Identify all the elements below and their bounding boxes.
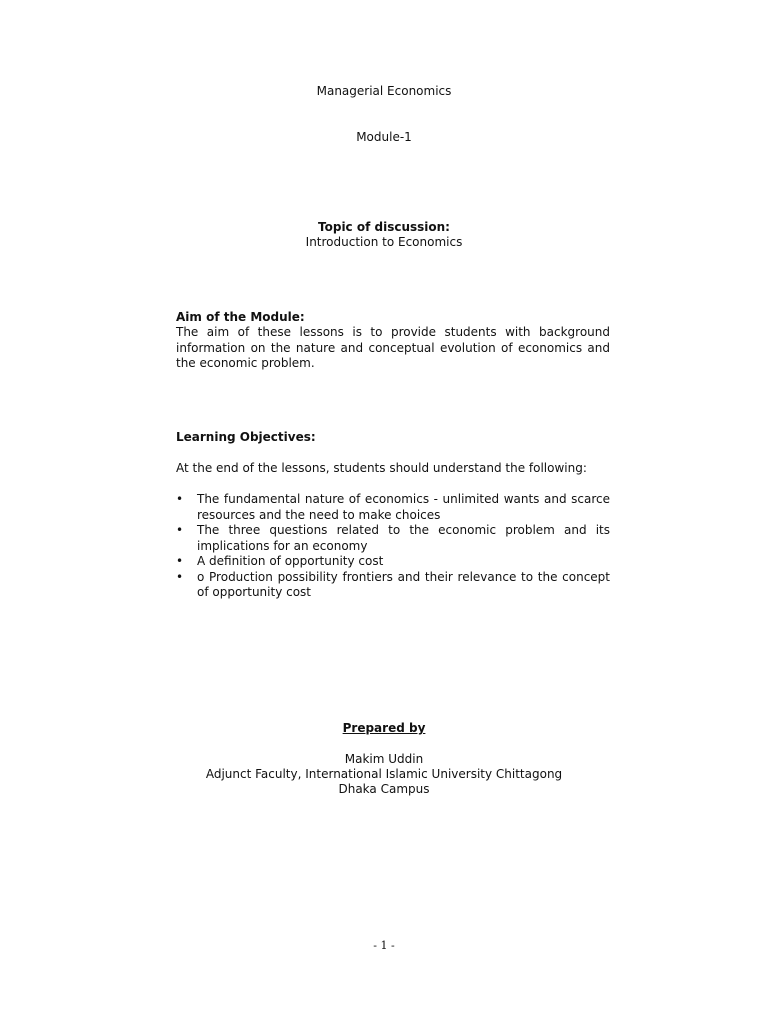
objectives-list-container	[176, 492, 610, 601]
objective-text: A definition of opportunity cost	[197, 554, 384, 568]
module-label: Module-1	[356, 130, 412, 144]
author-name: Makim Uddin	[344, 752, 424, 766]
topic-heading: Topic of discussion:	[318, 220, 450, 234]
topic-title: Introduction to Economics	[305, 235, 463, 249]
prepared-by-heading	[0, 721, 768, 737]
page-number: - 1 -	[373, 939, 395, 952]
author-position: Adjunct Faculty, International Islamic University Chittagong	[205, 767, 563, 781]
objectives-list	[176, 492, 610, 601]
aim-text: The aim of these lessons is to provide students with background information on the nature and conceptual evolution of economics and the economic problem.	[176, 325, 610, 370]
list-item	[176, 570, 610, 601]
prepared-by-label: Prepared by	[342, 721, 426, 735]
bullet-icon: •	[176, 569, 184, 584]
bullet-icon: •	[176, 523, 184, 537]
objective-text: The fundamental nature of economics - unlimited wants and scarce resources and the need to make choices	[197, 492, 610, 522]
course-title: Managerial Economics	[316, 84, 452, 98]
list-item	[176, 554, 610, 570]
objective-text: The three questions related to the economic problem and its implications for an economy	[197, 523, 610, 553]
aim-heading: Aim of the Module:	[176, 310, 305, 324]
learning-objectives-intro: At the end of the lessons, students should understand the following:	[176, 461, 587, 475]
author-campus: Dhaka Campus	[338, 782, 430, 796]
learning-objectives-heading: Learning Objectives:	[176, 430, 316, 444]
objective-text: o Production possibility frontiers and their relevance to the concept of opportunity cost	[197, 569, 610, 599]
bullet-icon: •	[176, 492, 184, 506]
list-item	[176, 492, 610, 523]
bullet-icon: •	[176, 554, 184, 568]
list-item	[176, 523, 610, 554]
